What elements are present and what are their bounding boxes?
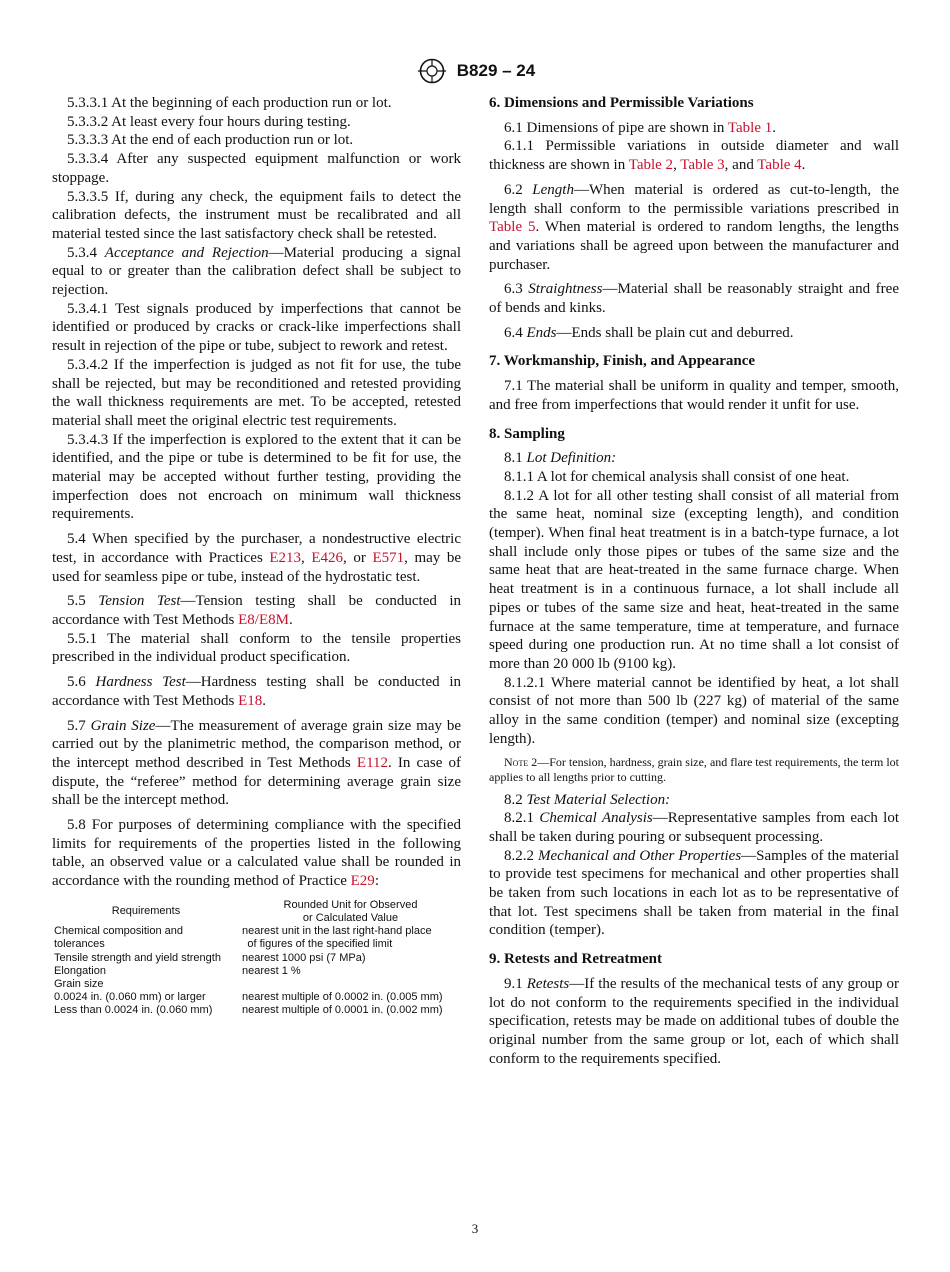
section-heading-7: 7. Workmanship, Finish, and Appearance [489, 353, 756, 370]
link-e112[interactable]: E112 [356, 754, 389, 771]
page-header [0, 56, 950, 86]
right-column [489, 94, 899, 1068]
astm-logo-icon [415, 58, 449, 84]
link-e29[interactable]: E29 [350, 873, 375, 890]
table-header [52, 899, 461, 925]
para-5-6: 5.6 Hardness Test—Hardness testing shall be conducted in accordance with Test Methods E18. [52, 674, 461, 709]
para-8-1-2-1: 8.1.2.1 Where material cannot be identified by heat, a lot shall consist of not more than 500 lb (227 kg) of material of the same alloy in the same condition (temper) and nominal size (excepting length). [489, 674, 899, 747]
para-6-1-1: 6.1.1 Permissible variations in outside diameter and wall thickness are shown in Table 2, Table 3, and Table 4. [489, 138, 899, 174]
para-5-5: 5.5 Tension Test—Tension testing shall be conducted in accordance with Test Methods E8/E8M. [52, 593, 462, 628]
note-2: Note 2—For tension, hardness, grain size, and flare test requirements, the term lot applies to all lengths prior to cutting. [489, 754, 899, 784]
link-e8-e8m[interactable]: E8/E8M [238, 611, 289, 628]
para-5-3-4-2: 5.3.4.2 If the imperfection is judged as not fit for use, the tube shall be rejected, but may be reconditioned and retested providing the wall thickness requirements are met. To be accepted, retested material shall meet the original electric test requirements. [52, 356, 461, 429]
table-row: Grain size [54, 978, 104, 991]
para-5-3-4: 5.3.4 Acceptance and Rejection—Material producing a signal equal to or greater than the calibration defect shall be subject to rejection. [52, 244, 461, 299]
para-8-2: 8.2 Test Material Selection: [504, 791, 671, 808]
link-table-4[interactable]: Table 4 [757, 157, 802, 174]
section-heading-9: 9. Retests and Retreatment [489, 951, 663, 968]
link-table-1[interactable]: Table 1 [727, 119, 773, 136]
table-row: 0.0024 in. (0.060 mm) or larger nearest multiple of 0.0002 in. (0.005 mm) [54, 991, 443, 1004]
link-e18[interactable]: E18 [238, 692, 263, 709]
table-row: Tensile strength and yield strength nearest 1000 psi (7 MPa) [54, 951, 366, 964]
link-table-2[interactable]: Table 2 [628, 157, 674, 174]
designation: B829 – 24 [456, 61, 536, 80]
link-table-5[interactable]: Table 5 [489, 219, 536, 236]
para-5-4: 5.4 When specified by the purchaser, a nondestructive electric test, in accordance with Practices E213, E426, or E571, may be used for seamless pipe or tube, instead of the hydrostatic test. [52, 531, 462, 585]
para-5-7: 5.7 Grain Size—The measurement of average grain size may be carried out by the planimetric method, the comparison method, or the intercept method described in Test Methods E112. In case of dispute, the “referee” method for determining average grain size shall be the intercept method. [52, 717, 462, 809]
table-row: Chemical composition and nearest unit in the last right-hand place [54, 925, 432, 938]
para-7-1: 7.1 The material shall be uniform in quality and temper, smooth, and free from imperfections that would render it unfit for use. [489, 378, 899, 413]
para-8-1-1: 8.1.1 A lot for chemical analysis shall consist of one heat. [504, 468, 850, 485]
para-6-4: 6.4 Ends—Ends shall be plain cut and deburred. [504, 324, 794, 341]
para-9-1: 9.1 Retests—If the results of the mechanical tests of any group or lot do not conform to the requirements specified in the individual specification, retests may be made on additional tubes of double the original number from the same group or lot, each of which shall conform to the requirements specified. [489, 975, 900, 1067]
section-heading-8: 8. Sampling [489, 425, 565, 442]
table-row: Less than 0.0024 in. (0.060 mm) nearest multiple of 0.0001 in. (0.002 mm) [54, 1004, 443, 1017]
para-5-3-4-1: 5.3.4.1 Test signals produced by imperfections that cannot be identified or produced by cracks or crack-like imperfections shall result in rejection of the pipe or tube, subject to rework and retest. [52, 300, 461, 355]
table-header-rounded-unit: Rounded Unit for Observed or Calculated Value [283, 898, 418, 925]
para-6-2: 6.2 Length—When material is ordered as cut-to-length, the length shall conform to the permissible variations prescribed in Table 5. When material is ordered to random lengths, the lengths and variations shall be agreed upon between the manufacturer and purchaser. [489, 181, 900, 273]
link-e571[interactable]: E571 [372, 549, 405, 566]
table-header-requirements: Requirements [111, 905, 181, 918]
para-8-2-2: 8.2.2 Mechanical and Other Properties—Samples of the material to provide test specimens for mechanical and other properties shall be taken from such locations in each lot as to be representative of that lot. Test specimens shall be taken from material in the final condition (temper). [489, 847, 899, 939]
para-6-1: 6.1 Dimensions of pipe are shown in Table 1. [504, 119, 776, 136]
para-8-2-1: 8.2.1 Chemical Analysis—Representative samples from each lot shall be taken during pouring or subsequent processing. [489, 810, 900, 845]
rounding-table [52, 899, 461, 1018]
para-5-3-3-5: 5.3.3.5 If, during any check, the equipment fails to detect the calibration defects, the instrument must be recalibrated and all material tested since the last satisfactory check shall be retested. [52, 188, 461, 242]
para-5-8: 5.8 For purposes of determining compliance with the specified limits for requirements of the properties listed in the following table, an observed value or a calculated value shall be rounded in accordance with the rounding method of Practice E29: [52, 817, 461, 890]
link-e426[interactable]: E426 [311, 549, 344, 566]
table-row: tolerances of figures of the specified limit [54, 938, 393, 951]
para-5-5-1: 5.5.1 The material shall conform to the tensile properties prescribed in the individual product specification. [52, 630, 461, 666]
para-8-1-2: 8.1.2 A lot for all other testing shall consist of all material from the same heat, nominal size (excepting length), and condition (temper). When final heat treatment is in a batch-type furnace, a lot shall include only those pipes or tubes of the same size and the same heat that are heat-treated in the same furnace charge. When heat treatment is in a continuous furnace, a lot shall include all pipes or tubes of the same size and heat, heat-treated in the same furnace at the same temperature, time at temperature, and furnace speed during one production run. At no time shall a lot consist of more than 20 000 lb (9100 kg). [489, 487, 899, 672]
para-5-3-3-4: 5.3.3.4 After any suspected equipment malfunction or work stoppage. [52, 151, 461, 186]
table-row: Elongation nearest 1 % [54, 964, 301, 977]
para-5-3-3-3: 5.3.3.3 At the end of each production run or lot. [67, 132, 354, 149]
para-5-3-3-1: 5.3.3.1 At the beginning of each production run or lot. [67, 95, 392, 111]
link-e213[interactable]: E213 [269, 549, 302, 566]
section-heading-6: 6. Dimensions and Permissible Variations [489, 95, 754, 111]
para-6-3: 6.3 Straightness—Material shall be reasonably straight and free of bends and kinks. [489, 281, 899, 317]
para-8-1: 8.1 Lot Definition: [504, 450, 617, 467]
link-table-3[interactable]: Table 3 [680, 157, 725, 174]
para-5-3-4-3: 5.3.4.3 If the imperfection is explored to the extent that it can be identified, and the pipe or tube is determined to be fit for use, the material may be accepted without further testing, providing the imperfection does not encroach on minimum wall thickness requirements. [52, 431, 461, 523]
left-column [52, 94, 461, 1018]
page-number: 3 [471, 1221, 479, 1236]
para-5-3-3-2: 5.3.3.2 At least every four hours during testing. [67, 113, 351, 130]
